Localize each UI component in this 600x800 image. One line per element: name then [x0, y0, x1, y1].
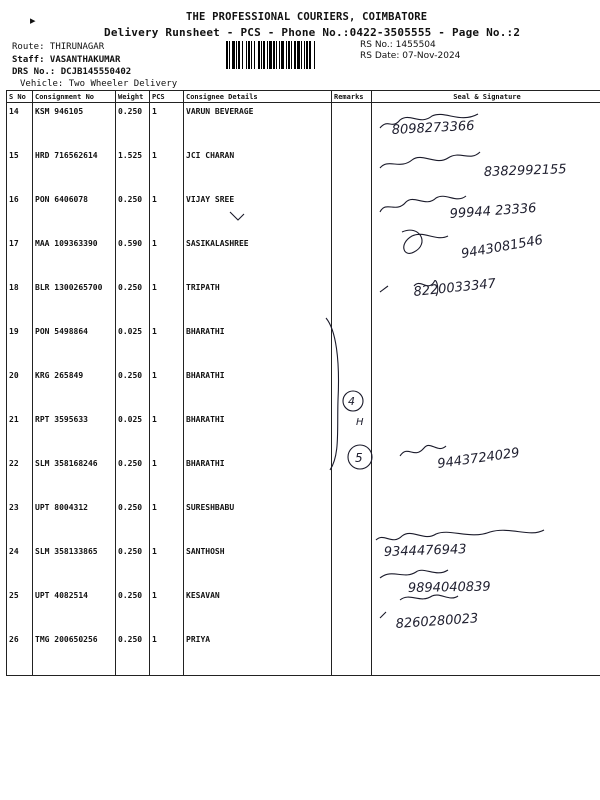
- row-consignee: KESAVAN: [184, 587, 332, 631]
- row-pcs: 1: [150, 499, 184, 543]
- table-header-row: [7, 91, 600, 103]
- row-weight: 0.025: [116, 411, 150, 455]
- row-consignee: SURESHBABU: [184, 499, 332, 543]
- handwritten-phone: 8220033347: [412, 276, 497, 300]
- row-consignment: TMG 200650256: [33, 631, 116, 676]
- row-remarks: [332, 323, 372, 367]
- row-pcs: 1: [150, 631, 184, 676]
- row-weight: 0.250: [116, 103, 150, 148]
- row-sno: 16: [7, 191, 33, 235]
- row-remarks: [332, 587, 372, 631]
- row-weight: 0.250: [116, 455, 150, 499]
- col-seal: Seal & Signature: [372, 91, 600, 103]
- row-consignment: RPT 3595633: [33, 411, 116, 455]
- row-pcs: 1: [150, 411, 184, 455]
- table-row: [7, 411, 600, 455]
- handwritten-phone: 99944 23336: [449, 200, 537, 222]
- row-remarks: [332, 631, 372, 676]
- company-name: THE PROFESSIONAL COURIERS, COIMBATORE: [186, 11, 428, 23]
- row-pcs: 1: [150, 543, 184, 587]
- row-consignee: BHARATHI: [184, 411, 332, 455]
- row-consignment: PON 5498864: [33, 323, 116, 367]
- corner-mark-icon: ▸: [30, 14, 36, 27]
- row-seal: [372, 411, 600, 455]
- table-row: [7, 235, 600, 279]
- row-consignee: SASIKALASHREE: [184, 235, 332, 279]
- row-consignee: BHARATHI: [184, 455, 332, 499]
- row-seal: [372, 279, 600, 323]
- col-remarks: Remarks: [332, 91, 372, 103]
- row-sno: 21: [7, 411, 33, 455]
- col-pcs: PCS: [150, 91, 184, 103]
- row-sno: 24: [7, 543, 33, 587]
- row-seal: [372, 147, 600, 191]
- row-sno: 23: [7, 499, 33, 543]
- row-remarks: [332, 411, 372, 455]
- col-sno: S No: [7, 91, 33, 103]
- row-seal: [372, 323, 600, 367]
- handwritten-phone: 9443081546: [460, 232, 545, 262]
- drs-label: DRS No.: DCJB145550402: [12, 67, 132, 77]
- row-pcs: 1: [150, 235, 184, 279]
- row-weight: 0.250: [116, 499, 150, 543]
- row-remarks: [332, 103, 372, 148]
- row-consignment: HRD 716562614: [33, 147, 116, 191]
- table-row: [7, 103, 600, 148]
- row-sno: 14: [7, 103, 33, 148]
- row-seal: [372, 587, 600, 631]
- table-row: [7, 499, 600, 543]
- table-row: [7, 323, 600, 367]
- marker-h-text: H: [356, 417, 364, 428]
- row-weight: 0.250: [116, 279, 150, 323]
- runsheet-title: Delivery Runsheet - PCS - Phone No.:0422-3505555 - Page No.:2: [104, 26, 521, 39]
- table-row: [7, 631, 600, 676]
- table-row: [7, 455, 600, 499]
- col-consignment: Consignment No: [33, 91, 116, 103]
- col-weight: Weight: [116, 91, 150, 103]
- row-pcs: 1: [150, 323, 184, 367]
- row-consignment: KSM 946105: [33, 103, 116, 148]
- row-seal: [372, 499, 600, 543]
- row-remarks: [332, 367, 372, 411]
- row-seal: [372, 367, 600, 411]
- row-remarks: [332, 147, 372, 191]
- barcode-image: [226, 41, 352, 69]
- row-consignment: MAA 109363390: [33, 235, 116, 279]
- row-seal: [372, 631, 600, 676]
- circle-mark-a-text: 4: [348, 395, 355, 408]
- row-weight: 0.250: [116, 631, 150, 676]
- rs-number: RS No.: 1455504: [360, 40, 436, 50]
- row-consignee: VIJAY SREE: [184, 191, 332, 235]
- row-consignee: JCI CHARAN: [184, 147, 332, 191]
- handwritten-phone: 9344476943: [383, 542, 467, 560]
- row-weight: 0.250: [116, 543, 150, 587]
- row-seal: [372, 103, 600, 148]
- row-pcs: 1: [150, 191, 184, 235]
- row-consignee: TRIPATH: [184, 279, 332, 323]
- row-pcs: 1: [150, 279, 184, 323]
- row-pcs: 1: [150, 103, 184, 148]
- row-seal: [372, 455, 600, 499]
- row-pcs: 1: [150, 455, 184, 499]
- handwritten-phone: 8098273366: [391, 118, 475, 138]
- row-remarks: [332, 543, 372, 587]
- row-remarks: [332, 279, 372, 323]
- table-row: [7, 587, 600, 631]
- row-pcs: 1: [150, 147, 184, 191]
- staff-label: Staff: VASANTHAKUMAR: [12, 55, 121, 65]
- row-pcs: 1: [150, 367, 184, 411]
- consignment-table: [6, 90, 600, 676]
- circle-mark-b-text: 5: [355, 451, 363, 465]
- row-seal: [372, 543, 600, 587]
- row-remarks: [332, 191, 372, 235]
- row-weight: 0.250: [116, 587, 150, 631]
- handwritten-phone: 8260280023: [395, 611, 479, 632]
- row-pcs: 1: [150, 587, 184, 631]
- row-sno: 26: [7, 631, 33, 676]
- row-remarks: [332, 499, 372, 543]
- handwritten-phone: 8382992155: [483, 162, 567, 180]
- row-consignment: PON 6406078: [33, 191, 116, 235]
- row-sno: 18: [7, 279, 33, 323]
- row-consignment: SLM 358168246: [33, 455, 116, 499]
- row-sno: 15: [7, 147, 33, 191]
- table-row: [7, 543, 600, 587]
- row-weight: 1.525: [116, 147, 150, 191]
- row-seal: [372, 232, 600, 279]
- table-row: [7, 191, 600, 235]
- row-sno: 20: [7, 367, 33, 411]
- row-consignment: SLM 358133865: [33, 543, 116, 587]
- row-seal: [372, 191, 600, 235]
- row-sno: 19: [7, 323, 33, 367]
- table-row: [7, 367, 600, 411]
- row-sno: 22: [7, 455, 33, 499]
- row-remarks: [332, 455, 372, 499]
- row-consignment: UPT 8004312: [33, 499, 116, 543]
- row-consignee: PRIYA: [184, 631, 332, 676]
- handwritten-phone: 9443724029: [436, 445, 521, 472]
- row-consignment: BLR 1300265700: [33, 279, 116, 323]
- row-consignee: BHARATHI: [184, 367, 332, 411]
- row-consignee: SANTHOSH: [184, 543, 332, 587]
- row-weight: 0.590: [116, 235, 150, 279]
- row-sno: 25: [7, 587, 33, 631]
- handwritten-phone: 9894040839: [407, 579, 491, 596]
- row-consignee: VARUN BEVERAGE: [184, 103, 332, 148]
- table-row: [7, 279, 600, 323]
- row-consignee: BHARATHI: [184, 323, 332, 367]
- row-consignment: UPT 4082514: [33, 587, 116, 631]
- row-weight: 0.250: [116, 367, 150, 411]
- table-row: [7, 147, 600, 191]
- row-weight: 0.025: [116, 323, 150, 367]
- row-sno: 17: [7, 235, 33, 279]
- vehicle-label: Vehicle: Two Wheeler Delivery: [20, 79, 178, 89]
- row-weight: 0.250: [116, 191, 150, 235]
- route-label: Route: THIRUNAGAR: [12, 42, 105, 52]
- row-consignment: KRG 265849: [33, 367, 116, 411]
- col-consignee: Consignee Details: [184, 91, 332, 103]
- rs-date: RS Date: 07-Nov-2024: [360, 51, 461, 61]
- row-remarks: [332, 235, 372, 279]
